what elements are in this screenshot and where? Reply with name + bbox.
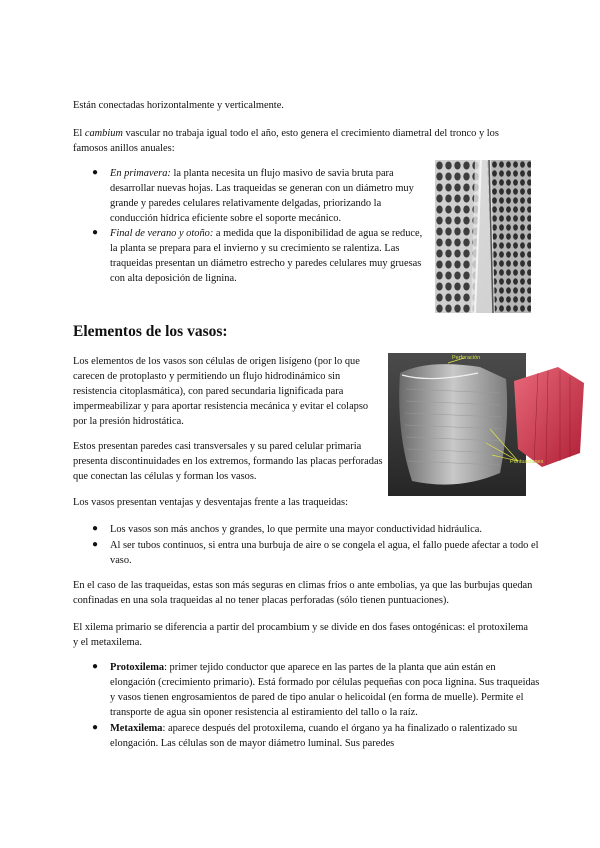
emphasis-cambium: cambium <box>84 128 123 139</box>
vessel-element-drawing <box>388 353 586 496</box>
emphasis-otono: Final de verano y otoño: <box>110 228 214 239</box>
paragraph-elementos: Los elementos de los vasos son células de origen lisígeno (por lo que carecen de protoplasto y permitiendo un flujo hidrodinámico sin resistencia citoplasmática), con pared secundaria lignificada para impermeabilizar y para aportar resistencia mecánica y evitar el colapso por la presión hidrostática. <box>73 356 369 427</box>
vessel-element-image <box>388 353 586 496</box>
text-fragment: a medida que la disponibilidad de agua se reduce, la planta se prepara para el invierno y su crecimiento se ralentiza. Las traqueidas presentan un diámetro estrecho y paredes celulares muy gruesas con alta deposición de lignina. <box>110 228 423 284</box>
bullet-burbuja: Al ser tubos continuos, si entra una burbuja de aire o se congela el agua, el fallo puede afectar a todo el vaso. <box>110 540 539 566</box>
label-puntuaciones: Puntuaciones <box>510 459 544 465</box>
paragraph-paredes: Estos presentan paredes casi transversales y su pared celular primaria presenta discontinuidades en los extremos, formando las placas perforadas que conectan las células y forman los vasos. <box>73 441 383 482</box>
paragraph-cambium <box>73 126 535 156</box>
bullet-primavera <box>110 166 426 226</box>
paragraph-connected: Están conectadas horizontalmente y verticalmente. <box>73 100 284 111</box>
text-fragment: El <box>73 128 85 139</box>
emphasis-primavera: En primavera: <box>110 168 171 179</box>
bullet-marker: ● <box>92 523 99 534</box>
strong-protoxilema: Protoxilema <box>110 662 165 673</box>
bullet-metaxilema <box>110 721 540 751</box>
text-fragment: : aparece después del protoxilema, cuando el órgano ya ha finalizado o ralentizado su elongación. Las células son de mayor diámetro luminal. Sus paredes <box>110 723 518 749</box>
section-heading-vasos: Elementos de los vasos: <box>73 323 228 340</box>
paragraph-xilema: El xilema primario se diferencia a partir del procambium y se divide en dos fases ontogénicas: el protoxilema y el metaxilema. <box>73 622 529 648</box>
tracheid-micrograph-image <box>435 160 531 313</box>
label-perforacion: Perforación <box>452 355 481 361</box>
text-fragment: : primer tejido conductor que aparece en las partes de la planta que aún están en elongación (crecimiento primario). Está formado por células pequeñas con poca lignina. Sus traqueidas y vasos tienen engrosamientos de pared de tipo anular o helicoidal (en forma de muelle). Permite el transporte de agua sin oponer resistencia al estiramiento del tallo o la raíz. <box>110 662 540 718</box>
bullet-marker: ● <box>92 722 99 733</box>
tracheid-micrograph-drawing <box>435 160 531 313</box>
bullet-anchos: Los vasos son más anchos y grandes, lo que permite una mayor conductividad hidráulica. <box>110 524 482 535</box>
bullet-marker: ● <box>92 539 99 550</box>
text-fragment: vascular no trabaja igual todo el año, esto genera el crecimiento diametral del tronco y los famosos anillos anuales: <box>73 128 499 154</box>
text-fragment: la planta necesita un flujo masivo de savia bruta para desarrollar nuevas hojas. Las traqueidas se generan con un diámetro muy grande y paredes celulares relativamente delgadas, priorizando la conducción hídrica eficiente sobre el soporte mecánico. <box>110 168 414 224</box>
bullet-marker: ● <box>92 227 99 238</box>
paragraph-ventajas: Los vasos presentan ventajas y desventajas frente a las traqueidas: <box>73 497 348 508</box>
bullet-otono <box>110 226 426 286</box>
paragraph-traqueidas: En el caso de las traqueidas, estas son más seguras en climas fríos o ante embolias, ya que las burbujas quedan confinadas en una sola traqueidas al no tener placas perforadas (sólo tienen puntuaciones). <box>73 580 533 606</box>
bullet-marker: ● <box>92 167 99 178</box>
strong-metaxilema: Metaxilema <box>110 723 163 734</box>
bullet-marker: ● <box>92 661 99 672</box>
bullet-protoxilema <box>110 660 540 720</box>
